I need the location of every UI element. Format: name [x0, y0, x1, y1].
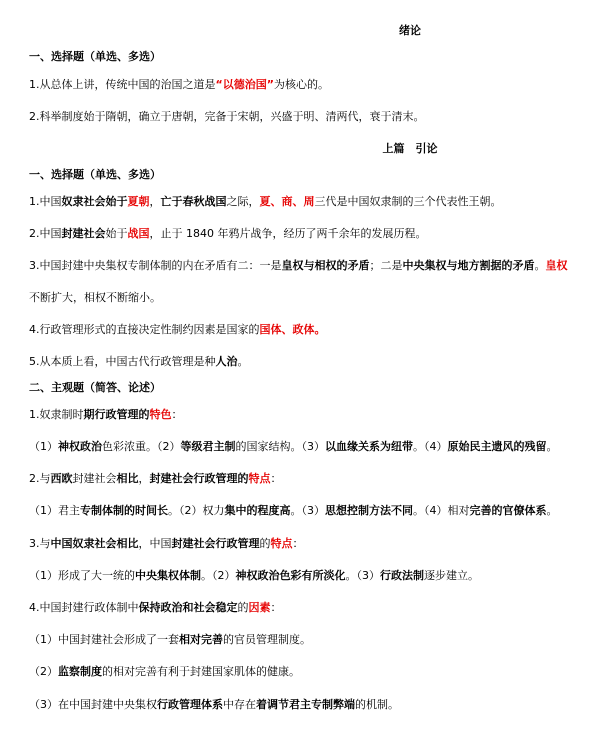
subjective-answer-4-2: （2）监察制度的相对完善有利于封建国家肌体的健康。: [29, 665, 300, 678]
part1-title: 上篇 引论: [382, 142, 438, 155]
subjective-answer-3: （1）形成了大一统的中央集权体制。（2）神权政治色彩有所淡化。（3）行政法制逐步建立。: [29, 569, 479, 582]
intro-question-1: 1.从总体上讲，传统中国的治国之道是“以德治国”为核心的。: [29, 78, 329, 91]
subjective-answer-4-1: （1）中国封建社会形成了一套相对完善的官员管理制度。: [29, 633, 311, 646]
part1-question-3: 3.中国封建中央集权专制体制的内在矛盾有二：一是皇权与相权的矛盾；二是中央集权与地方割据的矛盾。皇权: [29, 259, 568, 272]
part1-section1-heading: 一、选择题（单选、多选）: [29, 168, 161, 181]
subjective-question-2: 2.与西欧封建社会相比，封建社会行政管理的特点：: [29, 472, 282, 485]
intro-title: 绪论: [399, 24, 421, 37]
part1-question-1: 1.中国奴隶社会始于夏朝，亡于春秋战国之际，夏、商、周三代是中国奴隶制的三个代表性王朝。: [29, 195, 502, 208]
part1-question-4: 4.行政管理形式的直接决定性制约因素是国家的国体、政体。: [29, 323, 326, 336]
part1-section2-heading: 二、主观题（简答、论述）: [29, 381, 161, 394]
subjective-question-3: 3.与中国奴隶社会相比，中国封建社会行政管理的特点：: [29, 537, 304, 550]
intro-question-2: 2.科举制度始于隋朝，确立于唐朝，完备于宋朝，兴盛于明、清两代，衰于清末。: [29, 110, 425, 123]
subjective-answer-2: （1）君主专制体制的时间长。（2）权力集中的程度高。（3）思想控制方法不同。（4）相对完善的官僚体系。: [29, 504, 558, 517]
intro-section-heading: 一、选择题（单选、多选）: [29, 50, 161, 63]
subjective-answer-1: （1）神权政治色彩浓重。（2）等级君主制的国家结构。（3）以血缘关系为纽带。（4）原始民主遗风的残留。: [29, 440, 558, 453]
part1-question-5: 5.从本质上看，中国古代行政管理是种人治。: [29, 355, 249, 368]
subjective-question-1: 1.奴隶制时期行政管理的特色：: [29, 408, 183, 421]
subjective-question-4: 4.中国封建行政体制中保持政治和社会稳定的因素：: [29, 601, 282, 614]
part1-question-3-continued: 不断扩大，相权不断缩小。: [29, 291, 161, 304]
part1-question-2: 2.中国封建社会始于战国，止于 1840 年鸦片战争，经历了两千余年的发展历程。: [29, 227, 427, 240]
subjective-answer-4-3: （3）在中国封建中央集权行政管理体系中存在着调节君主专制弊端的机制。: [29, 698, 399, 711]
